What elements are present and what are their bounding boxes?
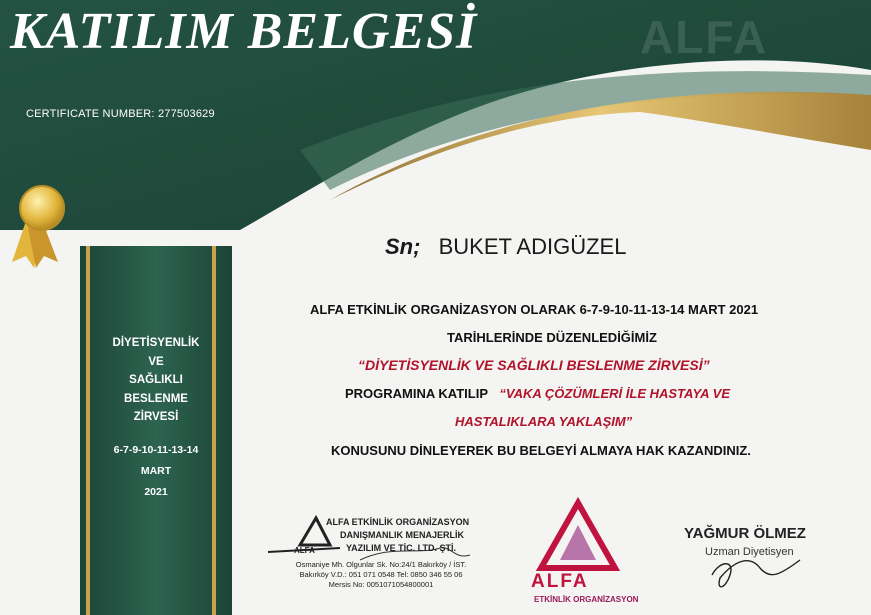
certificate-number-row: [26, 108, 215, 120]
body-line-1: ALFA ETKİNLİK ORGANİZASYON OLARAK 6-7-9-10-11-13-14 MART 2021: [310, 302, 759, 317]
company-stamp-line: DANIŞMANLIK MENAJERLİK: [340, 530, 465, 540]
recipient-name: BUKET ADIGÜZEL: [438, 234, 627, 259]
company-stamp-text: [326, 516, 469, 555]
address-line: Bakırköy V.D.: 051 071 0548 Tel: 0850 346 55 06: [299, 570, 463, 579]
company-stamp-mark: ALFA: [294, 546, 315, 555]
address-line: Osmaniye Mh. Olgunlar Sk. No:24/1 Bakırköy / İST.: [295, 560, 467, 569]
ribbon-event-date: [92, 440, 220, 503]
certificate-number: 277503629: [157, 108, 215, 120]
ribbon-date-line: MART: [140, 465, 172, 477]
ribbon-line: SAĞLIKLI: [129, 374, 183, 386]
ribbon-line: DİYETİSYENLİK: [112, 337, 200, 349]
session-title-cont: HASTALIKLARA YAKLAŞIM”: [455, 414, 633, 429]
event-title: “DİYETİSYENLİK VE SAĞLIKLI BESLENME ZİRVESİ”: [358, 357, 710, 373]
ribbon-line: VE: [148, 355, 164, 368]
signatory-name: YAĞMUR ÖLMEZ: [684, 525, 806, 542]
signatory-title: Uzman Diyetisyen: [705, 546, 794, 558]
company-address: [276, 560, 486, 590]
body-line-4: [345, 386, 730, 401]
recipient-prefix: Sn;: [385, 234, 421, 259]
alfa-logo-word: ALFA: [531, 571, 589, 592]
address-line: Mersis No: 0051071054800001: [328, 580, 434, 589]
alfa-logo-subtitle: ETKİNLİK ORGANİZASYON: [534, 595, 639, 604]
session-title: “VAKA ÇÖZÜMLERİ İLE HASTAYA VE: [499, 386, 731, 401]
ribbon-event-name: [92, 334, 220, 427]
alfa-watermark: ALFA: [640, 11, 769, 63]
ribbon-line: BESLENME: [124, 392, 188, 405]
certificate-number-label: CERTIFICATE NUMBER:: [26, 108, 155, 120]
ribbon-line: ZİRVESİ: [133, 411, 179, 423]
recipient-row: [385, 234, 626, 260]
body-line-4-prefix: PROGRAMINA KATILIP: [345, 386, 488, 401]
ribbon-date-line: 6-7-9-10-11-13-14: [113, 444, 199, 456]
company-stamp-line: YAZILIM VE TİC. LTD. ŞTİ.: [346, 543, 457, 553]
body-line-2: TARİHLERİNDE DÜZENLEDİĞİMİZ: [447, 330, 657, 345]
certificate-title: KATILIM BELGESİ: [10, 3, 478, 60]
ribbon-date-line: 2021: [144, 486, 168, 498]
body-line-6: KONUSUNU DİNLEYEREK BU BELGEYİ ALMAYA HAK KAZANDINIZ.: [331, 443, 751, 458]
company-stamp-line: ALFA ETKİNLİK ORGANİZASYON: [326, 517, 470, 527]
